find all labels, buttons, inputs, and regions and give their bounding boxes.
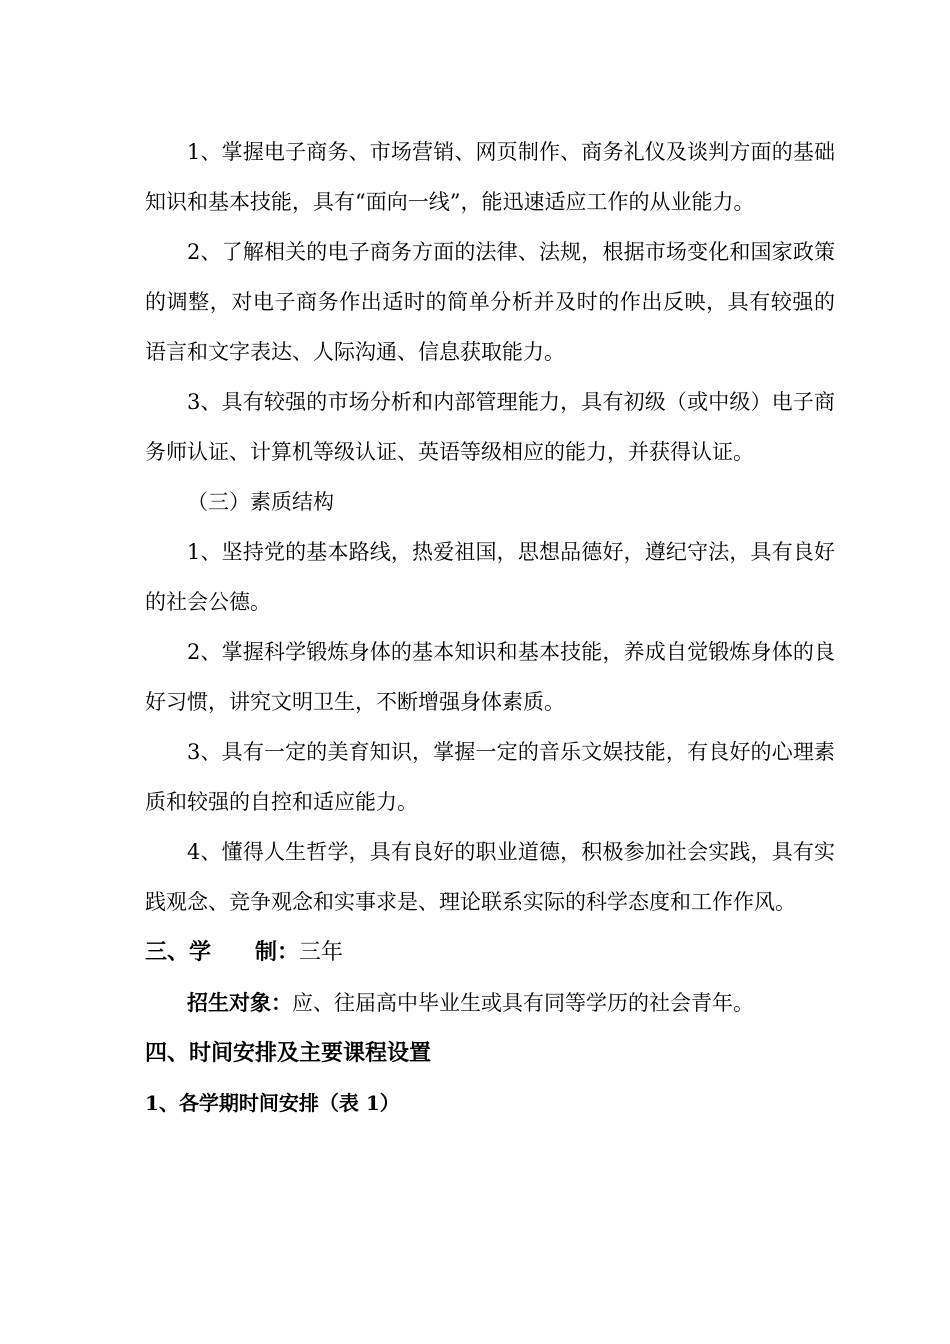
quality-item-3: 3、具有一定的美育知识，掌握一定的音乐文娱技能，有良好的心理素质和较强的自控和适应能力。 (145, 740, 835, 814)
document-page (145, 127, 835, 1128)
duration-value: 三年 (299, 940, 344, 965)
duration-label-part1: 三、学 (145, 939, 212, 965)
section4-subheading: 1、各学期时间安排（表 1） (145, 1091, 400, 1115)
enrollment-label: 招生对象： (187, 990, 292, 1015)
duration-label-part2: 制： (255, 939, 300, 965)
duration-line (145, 927, 835, 978)
skill-item-1: 1、掌握电子商务、市场营销、网页制作、商务礼仪及谈判方面的基础知识和基本技能，具有“面向一线”，能迅速适应工作的从业能力。 (145, 140, 835, 214)
enrollment-value: 应、往届高中毕业生或具有同等学历的社会青年。 (292, 991, 754, 1015)
quality-item-1: 1、坚持党的基本路线，热爱祖国，思想品德好，遵纪守法，具有良好的社会公德。 (145, 540, 835, 614)
section4-heading: 四、时间安排及主要课程设置 (145, 1040, 432, 1066)
enrollment-line (145, 978, 835, 1028)
quality-item-2: 2、掌握科学锻炼身体的基本知识和基本技能，养成自觉锻炼身体的良好习惯，讲究文明卫生，不断增强身体素质。 (145, 640, 835, 714)
skill-item-3: 3、具有较强的市场分析和内部管理能力，具有初级（或中级）电子商务师认证、计算机等级认证、英语等级相应的能力，并获得认证。 (145, 390, 835, 464)
quality-heading: （三）素质结构 (187, 490, 334, 514)
skill-item-2: 2、了解相关的电子商务方面的法律、法规，根据市场变化和国家政策的调整，对电子商务作出适时的简单分析并及时的作出反映，具有较强的语言和文字表达、人际沟通、信息获取能力。 (145, 240, 835, 364)
quality-item-4: 4、懂得人生哲学，具有良好的职业道德，积极参加社会实践，具有实践观念、竞争观念和实事求是、理论联系实际的科学态度和工作作风。 (145, 840, 835, 914)
